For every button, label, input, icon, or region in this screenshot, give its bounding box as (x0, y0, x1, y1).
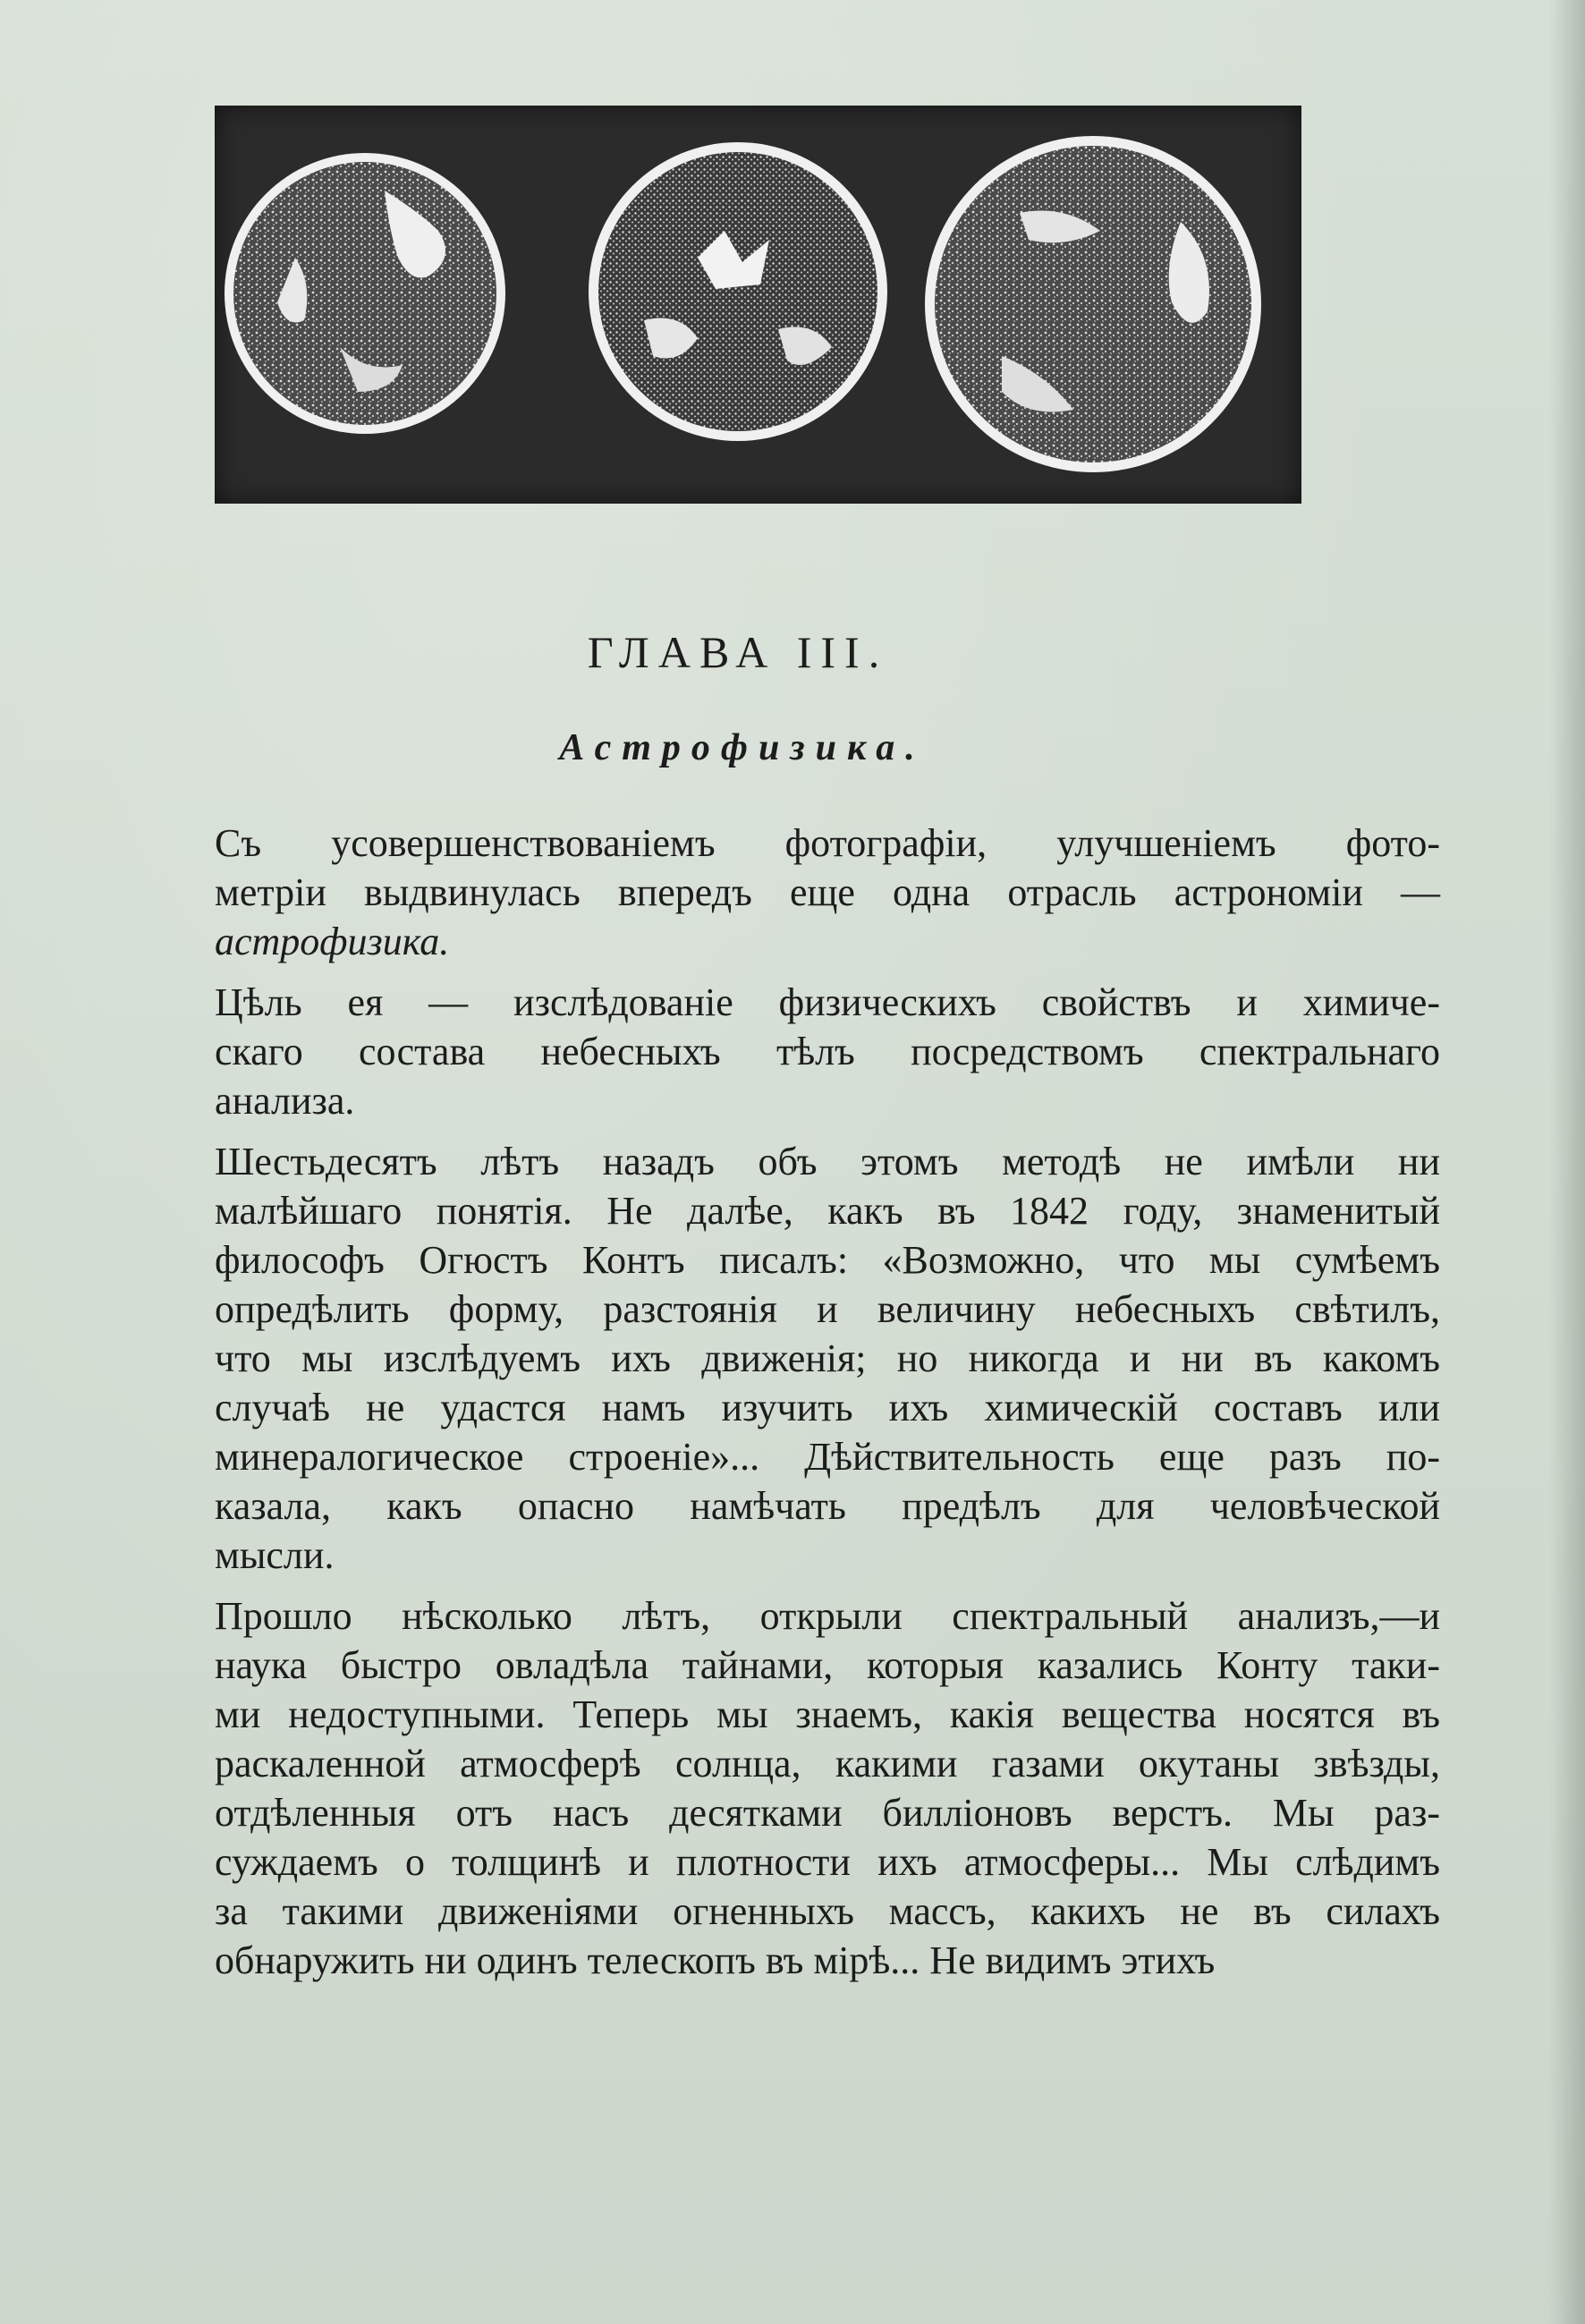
paragraph-4 (141, 1591, 1440, 1985)
planet-illustration (215, 106, 1301, 504)
text-line: раскаленной атмосферѣ солнца, какими газами окутаны звѣзды, (215, 1742, 1440, 1785)
planet-disc-1 (225, 153, 505, 434)
planet-discs-drawing (215, 106, 1301, 504)
chapter-subtitle: Астрофизика. (559, 727, 926, 768)
text-line: наука быстро овладѣла тайнами, которыя казались Конту таки- (215, 1643, 1440, 1687)
text-line: за такими движеніями огненныхъ массъ, какихъ не въ силахъ (215, 1889, 1440, 1933)
text-line: казала, какъ опасно намѣчать предѣлъ для человѣческой (215, 1484, 1440, 1528)
text-line: философъ Огюстъ Контъ писалъ: «Возможно, что мы сумѣемъ (215, 1238, 1440, 1282)
text-line: минералогическое строеніе»... Дѣйствительность еще разъ по- (215, 1435, 1440, 1479)
body-text (141, 818, 1440, 1985)
text-line: метріи выдвинулась впередъ еще одна отрасль астрономіи — (215, 870, 1440, 914)
paragraph-2 (141, 978, 1440, 1125)
planet-disc-3 (925, 136, 1261, 472)
text-line: суждаемъ о толщинѣ и плотности ихъ атмосферы... Мы слѣдимъ (215, 1840, 1440, 1884)
text-line: отдѣленныя отъ насъ десятками билліоновъ верстъ. Мы раз- (215, 1791, 1440, 1835)
text-line: случаѣ не удастся намъ изучить ихъ химическій составъ или (215, 1386, 1440, 1429)
text-line: ми недоступными. Теперь мы знаемъ, какія вещества носятся въ (215, 1692, 1440, 1736)
paragraph-3 (141, 1137, 1440, 1580)
text-line: опредѣлить форму, разстоянія и величину небесныхъ свѣтилъ, (215, 1287, 1440, 1331)
text-line: Цѣль ея — изслѣдованіе физическихъ свойствъ и химиче- (215, 980, 1440, 1024)
page-edge-shadow (1549, 0, 1585, 2324)
planet-disc-2 (589, 142, 887, 441)
text-line: Съ усовершенствованіемъ фотографіи, улучшеніемъ фото- (215, 821, 1440, 865)
text-line: малѣйшаго понятія. Не далѣе, какъ въ 1842 году, знаменитый (215, 1189, 1440, 1233)
text-line: мысли. (215, 1533, 335, 1577)
text-line: обнаружить ни одинъ телескопъ въ мірѣ... Не видимъ этихъ (215, 1938, 1216, 1982)
paragraph-1 (141, 818, 1440, 966)
text-line: анализа. (215, 1079, 355, 1123)
text-line: скаго состава небесныхъ тѣлъ посредствомъ спектральнаго (215, 1030, 1440, 1073)
text-line-italic: астрофизика. (215, 920, 450, 963)
text-line: что мы изслѣдуемъ ихъ движенія; но никогда и ни въ какомъ (215, 1336, 1440, 1380)
chapter-title: ГЛАВА III. (587, 627, 889, 677)
text-line: Шестьдесятъ лѣтъ назадъ объ этомъ методѣ не имѣли ни (215, 1140, 1440, 1183)
text-line: Прошло нѣсколько лѣтъ, открыли спектральный анализъ,—и (215, 1594, 1440, 1638)
